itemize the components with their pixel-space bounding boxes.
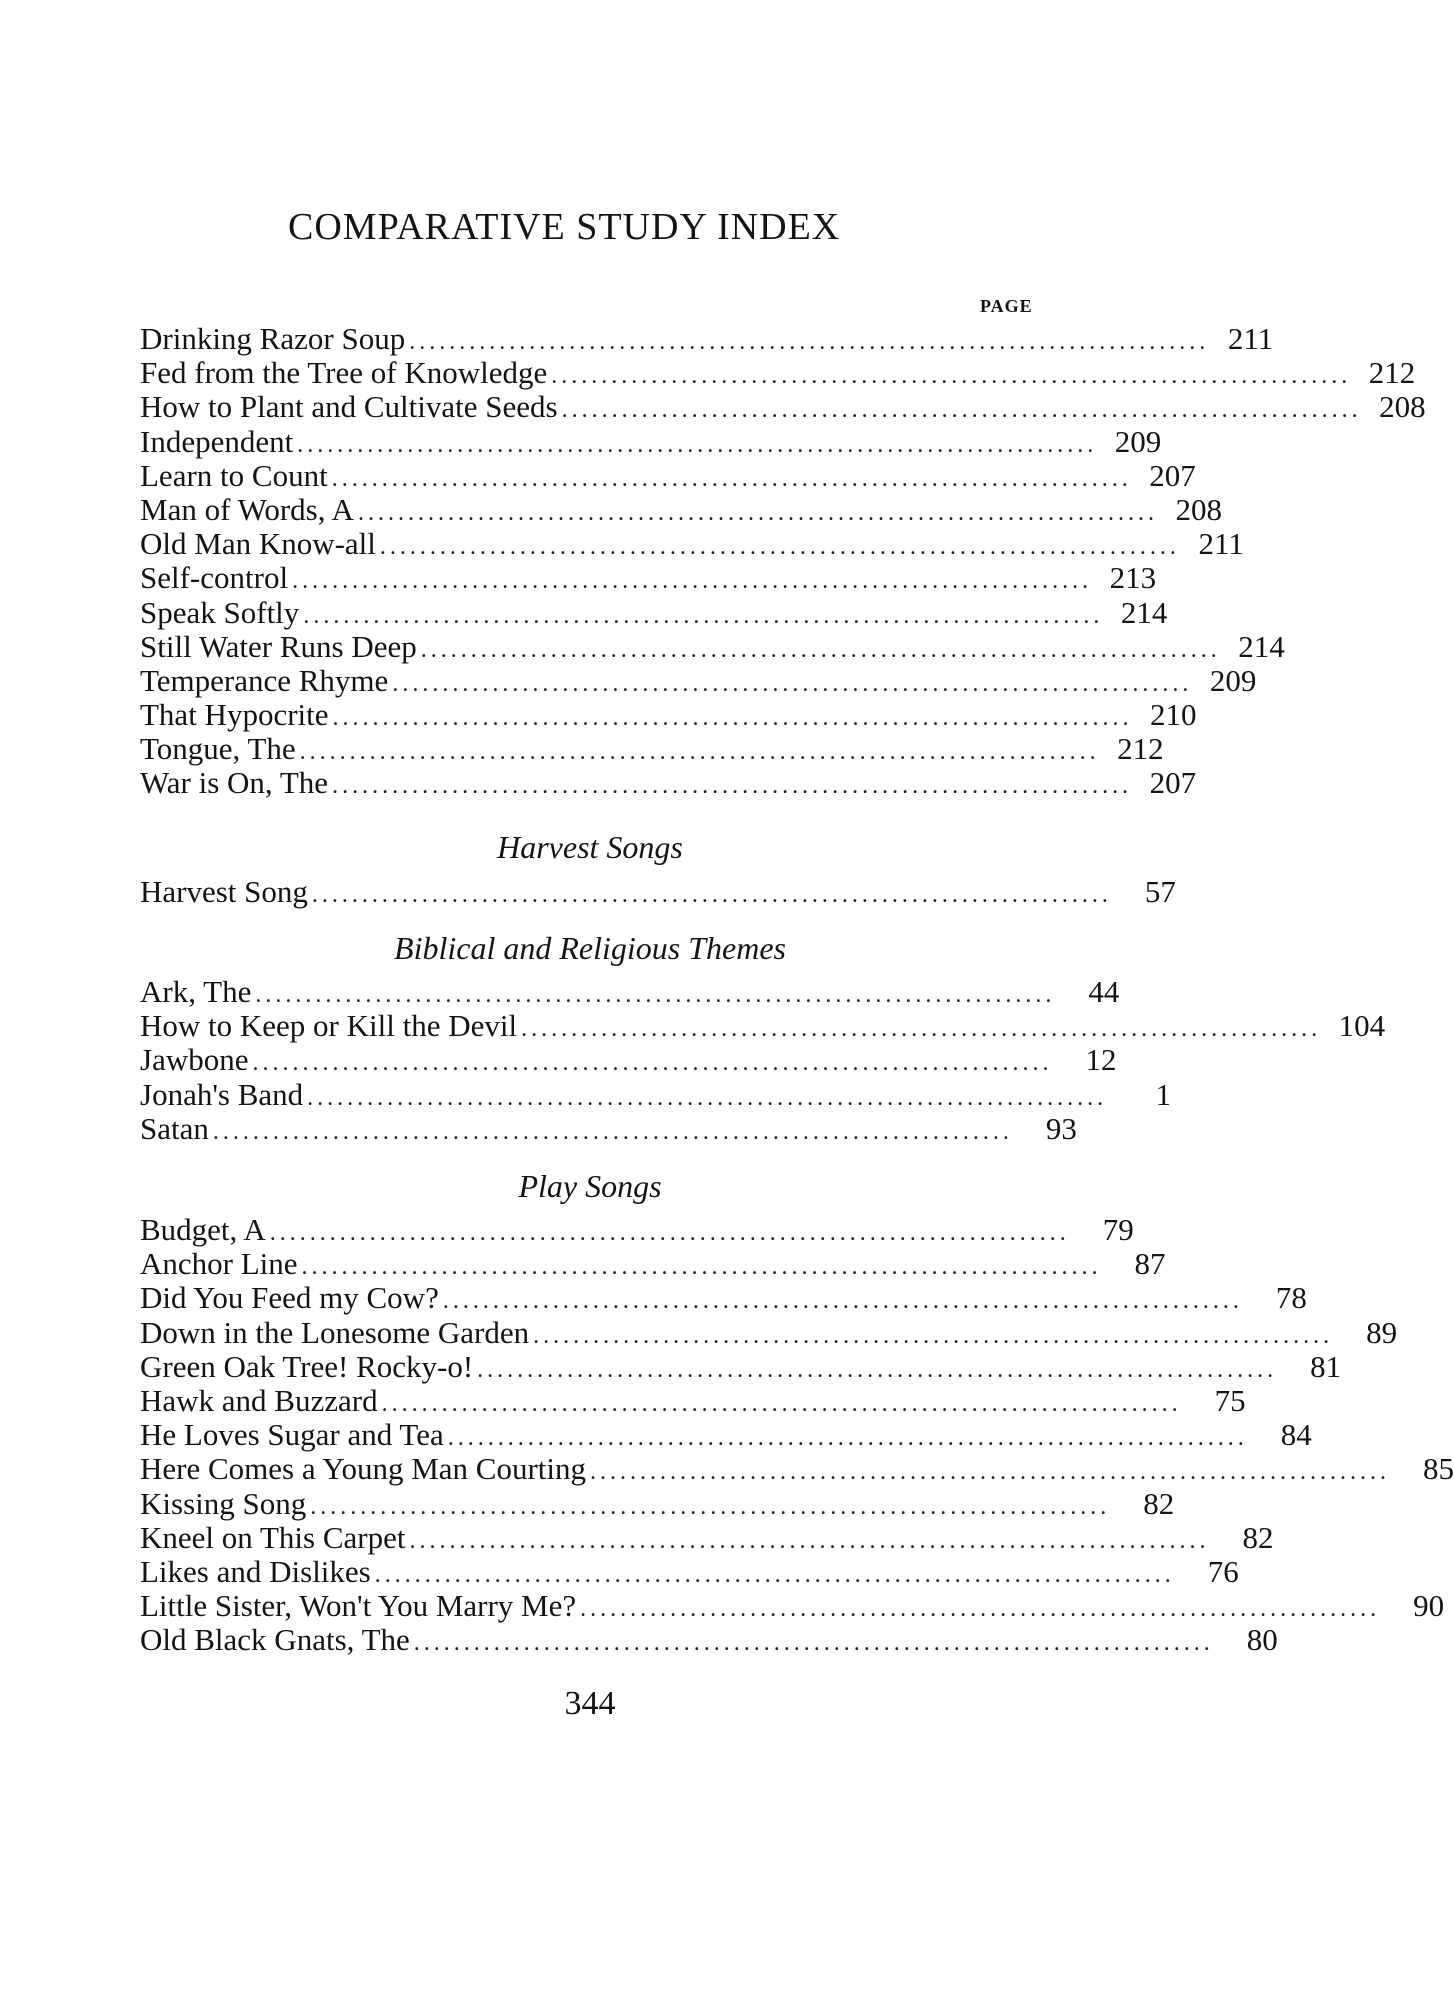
dot-leader: ................................................................................ (332, 705, 1133, 732)
index-entry (140, 1246, 1166, 1282)
entry-title: Fed from the Tree of Knowledge (140, 355, 548, 391)
entry-title: Harvest Song (140, 874, 308, 909)
entry-page-number: 214 (1238, 628, 1285, 664)
index-entry (140, 874, 1176, 909)
dot-leader: ................................................................................ (255, 982, 1056, 1008)
entry-title: Green Oak Tree! Rocky-o! (140, 1348, 474, 1384)
dot-leader: ................................................................................ (420, 636, 1221, 663)
index-entry (140, 1553, 1239, 1589)
index-entry (140, 1042, 1117, 1078)
section-comparative (140, 321, 1426, 801)
entry-page-number: 207 (1149, 765, 1197, 801)
dot-leader: ................................................................................ (307, 1084, 1108, 1111)
entry-title: Kissing Song (140, 1485, 307, 1521)
entry-page-number: 212 (1368, 355, 1416, 391)
index-entry (140, 1076, 1172, 1112)
dot-leader: ................................................................................ (252, 1050, 1053, 1077)
index-entry (140, 1519, 1274, 1555)
section-biblical (140, 974, 1386, 1146)
dot-leader: ................................................................................ (533, 1322, 1334, 1349)
index-entry (140, 457, 1196, 493)
entry-title: Self-control (140, 560, 289, 596)
dot-leader: ................................................................................ (551, 363, 1352, 390)
section-heading-play: Play Songs (518, 1168, 662, 1204)
entry-page-number: 87 (1134, 1246, 1166, 1282)
index-entry (140, 1348, 1342, 1384)
entry-page-number: 75 (1214, 1382, 1246, 1418)
index-entry (140, 355, 1416, 391)
entry-title: That Hypocrite (140, 697, 329, 733)
entry-title: Independent (140, 423, 294, 459)
entry-title: Old Black Gnats, The (140, 1622, 410, 1658)
dot-leader: ................................................................................ (292, 568, 1093, 595)
index-entry (140, 491, 1222, 527)
entry-page-number: 208 (1379, 389, 1426, 425)
entry-page-number: 85 (1423, 1451, 1454, 1487)
section-play (140, 1212, 1454, 1658)
entry-title: Learn to Count (140, 457, 328, 493)
entry-title: Ark, The (140, 974, 252, 1009)
entry-title: Jonah's Band (140, 1076, 304, 1112)
dot-leader: ................................................................................ (409, 329, 1210, 355)
entry-title: Did You Feed my Cow? (140, 1280, 439, 1316)
index-entry (140, 1110, 1077, 1146)
index-entry (140, 662, 1257, 698)
dot-leader: ................................................................................ (580, 1596, 1381, 1623)
index-entry (140, 1314, 1398, 1350)
dot-leader: ................................................................................ (212, 1118, 1013, 1145)
entry-page-number: 78 (1275, 1280, 1307, 1316)
dot-leader: ................................................................................ (381, 1390, 1182, 1417)
index-entry (140, 321, 1274, 356)
entry-page-number: 80 (1246, 1622, 1278, 1658)
entry-title: Still Water Runs Deep (140, 628, 417, 664)
entry-page-number: 90 (1413, 1588, 1445, 1624)
entry-page-number: 93 (1045, 1110, 1077, 1146)
entry-page-number: 104 (1338, 1008, 1386, 1044)
dot-leader: ................................................................................ (357, 499, 1158, 526)
index-entry (140, 1008, 1386, 1044)
entry-page-number: 1 (1155, 1076, 1172, 1112)
entry-page-number: 208 (1175, 491, 1222, 527)
page-column-heading: PAGE (980, 296, 1033, 316)
dot-leader: ................................................................................ (332, 773, 1133, 800)
entry-title: He Loves Sugar and Tea (140, 1417, 444, 1453)
entry-page-number: 44 (1088, 974, 1120, 1009)
entry-page-number: 210 (1150, 697, 1197, 733)
entry-page-number: 209 (1209, 662, 1257, 698)
entry-page-number: 82 (1143, 1485, 1175, 1521)
entry-title: Drinking Razor Soup (140, 321, 406, 356)
dot-leader: ................................................................................ (477, 1356, 1278, 1383)
page-number: 344 (564, 1685, 616, 1722)
dot-leader: ................................................................................ (374, 1561, 1175, 1588)
dot-leader: ................................................................................ (269, 1220, 1070, 1246)
index-entry (140, 1485, 1175, 1521)
entry-page-number: 211 (1198, 526, 1244, 562)
entry-page-number: 211 (1227, 321, 1274, 356)
dot-leader: ................................................................................ (447, 1425, 1248, 1452)
index-entry (140, 594, 1168, 630)
entry-page-number: 84 (1280, 1417, 1312, 1453)
section-harvest (140, 874, 1176, 909)
index-entry (140, 628, 1285, 664)
dot-leader: ................................................................................ (590, 1459, 1391, 1486)
entry-title: How to Keep or Kill the Devil (140, 1008, 518, 1044)
entry-title: Man of Words, A (140, 491, 354, 527)
index-entry (140, 1212, 1134, 1247)
dot-leader: ................................................................................ (297, 431, 1098, 458)
entry-page-number: 213 (1109, 560, 1157, 596)
index-entry (140, 1588, 1445, 1624)
entry-title: Jawbone (140, 1042, 249, 1078)
index-entry (140, 1280, 1307, 1316)
dot-leader: ................................................................................ (301, 1254, 1102, 1281)
section-heading-harvest: Harvest Songs (497, 829, 683, 865)
entry-title: How to Plant and Cultivate Seeds (140, 389, 558, 425)
entry-title: Little Sister, Won't You Marry Me? (140, 1588, 577, 1624)
index-entry (140, 1451, 1454, 1487)
index-entry (140, 423, 1162, 459)
entry-title: Likes and Dislikes (140, 1553, 371, 1589)
entry-page-number: 81 (1310, 1348, 1342, 1384)
entry-title: Hawk and Buzzard (140, 1382, 378, 1418)
dot-leader: ................................................................................ (413, 1630, 1214, 1657)
index-entry (140, 526, 1244, 562)
entry-title: Temperance Rhyme (140, 662, 389, 698)
index-entry (140, 731, 1164, 767)
dot-leader: ................................................................................ (311, 882, 1112, 908)
dot-leader: ................................................................................ (379, 534, 1180, 561)
index-entry (140, 389, 1426, 425)
dot-leader: ................................................................................ (310, 1493, 1111, 1520)
dot-leader: ................................................................................ (392, 670, 1193, 697)
entry-page-number: 57 (1144, 874, 1176, 909)
entry-title: Tongue, The (140, 731, 296, 767)
entry-title: Down in the Lonesome Garden (140, 1314, 530, 1350)
dot-leader: ................................................................................ (331, 465, 1132, 492)
entry-page-number: 82 (1242, 1519, 1274, 1555)
index-entry (140, 1417, 1312, 1453)
entry-page-number: 79 (1102, 1212, 1134, 1247)
entry-page-number: 207 (1149, 457, 1196, 493)
section-heading-biblical: Biblical and Religious Themes (394, 930, 786, 966)
entry-title: Speak Softly (140, 594, 300, 630)
index-entry (140, 1622, 1278, 1658)
dot-leader: ................................................................................ (561, 397, 1362, 424)
dot-leader: ................................................................................ (442, 1288, 1243, 1315)
dot-leader: ................................................................................ (521, 1016, 1322, 1043)
entry-page-number: 209 (1114, 423, 1162, 459)
index-entry (140, 1382, 1246, 1418)
index-entry (140, 974, 1120, 1009)
entry-page-number: 89 (1366, 1314, 1398, 1350)
entry-title: War is On, The (140, 765, 329, 801)
index-entry (140, 560, 1157, 596)
entry-page-number: 76 (1207, 1553, 1239, 1589)
index-entry (140, 765, 1197, 801)
dot-leader: ................................................................................ (303, 602, 1104, 629)
entry-title: Here Comes a Young Man Courting (140, 1451, 587, 1487)
entry-page-number: 214 (1120, 594, 1168, 630)
entry-title: Budget, A (140, 1212, 266, 1247)
page-title: COMPARATIVE STUDY INDEX (288, 206, 841, 248)
entry-title: Satan (140, 1110, 209, 1146)
entry-title: Kneel on This Carpet (140, 1519, 406, 1555)
index-entry (140, 697, 1197, 733)
entry-title: Anchor Line (140, 1246, 298, 1282)
entry-page-number: 12 (1085, 1042, 1117, 1078)
entry-page-number: 212 (1117, 731, 1164, 767)
dot-leader: ................................................................................ (299, 739, 1100, 766)
entry-title: Old Man Know-all (140, 526, 376, 562)
dot-leader: ................................................................................ (409, 1527, 1210, 1554)
